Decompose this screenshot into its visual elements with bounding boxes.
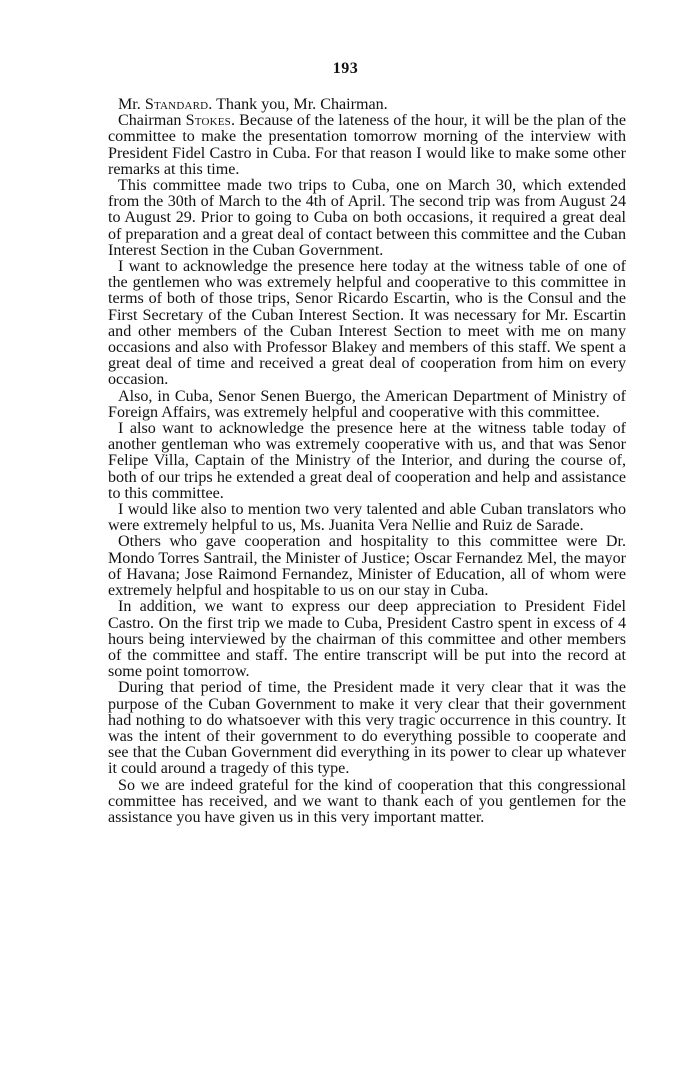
paragraph-text: I want to acknowledge the presence here today at the witness table of one of the gentlemen who was extremely helpful and cooperative to this committee in terms of both of those trips, Senor Ricardo Escartin, who is the Consul and the First Secretary of the Cuban Interest Section. It was necessary for Mr. Escartin and other members of the Cuban Interest Section to meet with me on many occasions and also with Professor Blakey and members of this staff. We spent a great deal of time and received a great deal of cooperation from him on every occasion. [108, 258, 626, 389]
paragraph [108, 259, 626, 389]
paragraph [108, 178, 626, 259]
paragraph-text: This committee made two trips to Cuba, one on March 30, which extended from the 30th of March to the 4th of April. The second trip was from August 24 to August 29. Prior to going to Cuba on both occasions, it required a great deal of preparation and a great deal of contact between this committee and the Cuban Interest Section in the Cuban Government. [108, 177, 626, 259]
paragraph-text: I also want to acknowledge the presence here at the witness table today of another gentleman who was extremely cooperative with us, and that was Senor Felipe Villa, Captain of the Ministry of the Interior, and during the course of, both of our trips he extended a great deal of cooperation and help and assistance to this committee. [108, 420, 626, 502]
paragraph [108, 778, 626, 827]
paragraph [108, 534, 626, 599]
paragraph-text: So we are indeed grateful for the kind of cooperation that this congressional committee has received, and we want to thank each of you gentlemen for the assistance you have given us in this very important matter. [108, 776, 626, 826]
paragraph [108, 502, 626, 534]
transcript-body [108, 97, 626, 826]
speaker-title: Mr. [118, 96, 141, 113]
paragraph-text: During that period of time, the President made it very clear that it was the purpose of the Cuban Government to make it very clear that their government had nothing to do whatsoever with this very tragic occurrence in this country. It was the intent of their government to do everything possible to cooperate and see that the Cuban Government did everything in its power to clear up whatever it could around a tragedy of this type. [108, 679, 626, 778]
paragraph [108, 389, 626, 421]
paragraph-text: In addition, we want to express our deep appreciation to President Fidel Castro. On the first trip we made to Cuba, President Castro spent in excess of 4 hours being interviewed by the chairman of this committee and other members of the committee and staff. The entire transcript will be put into the record at some point tomorrow. [108, 598, 626, 681]
speaker-title: Chairman [118, 112, 182, 130]
paragraph-text: Others who gave cooperation and hospitality to this committee were Dr. Mondo Torres Santrail, the Minister of Justice; Oscar Fernandez Mel, the mayor of Havana; Jose Raimond Fernandez, Minister of Education, all of whom were extremely helpful and hospitable to us on our stay in Cuba. [108, 533, 626, 600]
paragraph-text: I would like also to mention two very talented and able Cuban translators who were extremely helpful to us, Ms. Juanita Vera Nellie and Ruiz de Sarade. [108, 501, 626, 535]
paragraph-text: Also, in Cuba, Senor Senen Buergo, the American Department of Ministry of Foreign Affairs, was extremely helpful and cooperative with this committee. [108, 387, 626, 421]
paragraph [108, 680, 626, 777]
page-number: 193 [332, 60, 359, 77]
paragraph [108, 421, 626, 502]
paragraph [108, 599, 626, 680]
paragraph-text: Because of the lateness of the hour, it will be the plan of the committee to make the presentation tomorrow morning of the interview with President Fidel Castro in Cuba. For that reason I would like to make some other remarks at this time. [108, 112, 626, 178]
paragraph-text: Thank you, Mr. Chairman. [216, 96, 388, 113]
speaker-name: Stokes [185, 112, 232, 130]
paragraph: Mr. Standard. Thank you, Mr. Chairman. [118, 96, 388, 113]
paragraph: Chairman Stokes. Because of the lateness of the hour, it will be the plan of the committee to make the presentation tomorrow morning of the interview with President Fidel Castro in Cuba. For that reason I would like to make some other remarks at this time. [108, 112, 626, 178]
speaker-name: Standard [144, 96, 209, 113]
